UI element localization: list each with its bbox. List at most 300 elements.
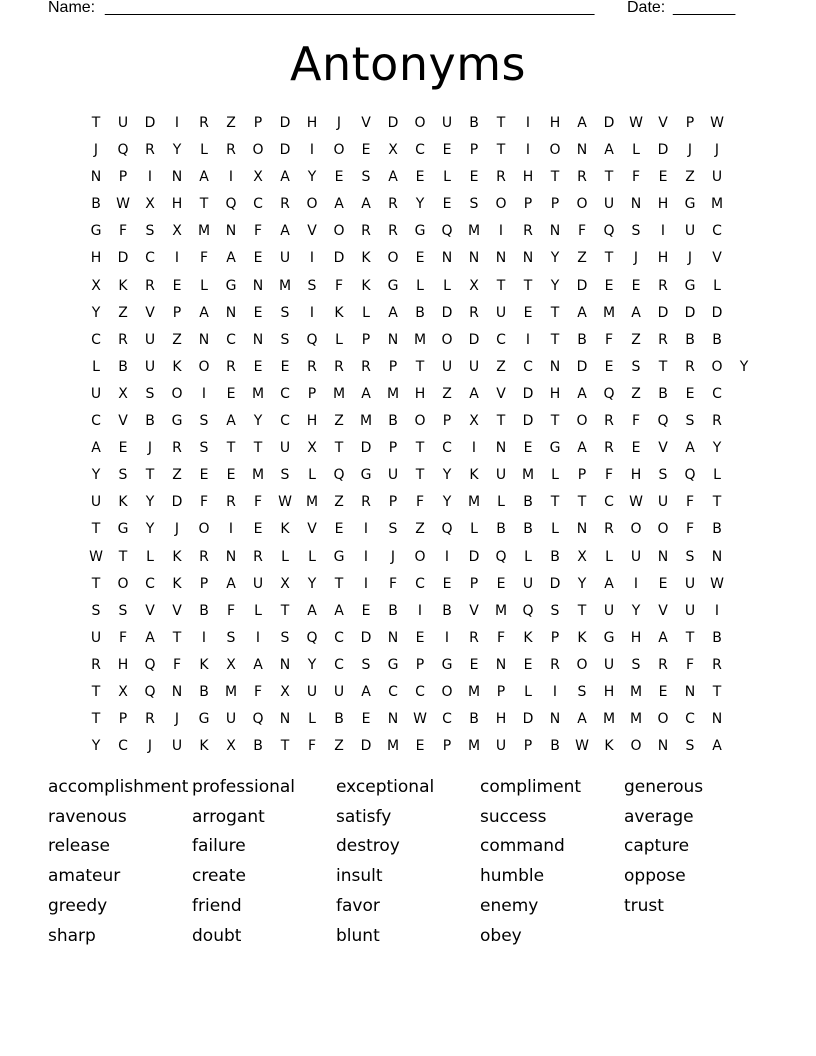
grid-letter: T	[523, 277, 533, 294]
grid-letter: I	[525, 142, 531, 159]
grid-letter: E	[685, 385, 695, 402]
grid-letter: E	[442, 196, 452, 213]
grid-letter: V	[172, 602, 182, 619]
grid-letter: E	[469, 656, 479, 673]
grid-letter: P	[523, 196, 533, 213]
grid-letter: E	[658, 169, 668, 186]
grid-letter: S	[145, 223, 155, 240]
grid-letter: O	[387, 250, 399, 267]
grid-letter: B	[712, 521, 722, 538]
grid-letter: D	[522, 385, 534, 402]
grid-letter: P	[496, 683, 506, 700]
word-list-item: generous	[624, 777, 704, 797]
grid-letter: N	[387, 331, 399, 348]
grid-letter: S	[361, 169, 371, 186]
grid-letter: L	[362, 304, 370, 321]
grid-letter: K	[118, 277, 128, 294]
grid-letter: V	[145, 602, 155, 619]
word-list-item: enemy	[480, 895, 539, 916]
grid-letter: I	[498, 223, 504, 240]
grid-letter: T	[550, 413, 560, 430]
grid-letter: B	[550, 738, 560, 755]
word-list-item: doubt	[192, 925, 242, 946]
grid-letter: V	[469, 602, 479, 619]
grid-letter: G	[684, 277, 696, 294]
grid-letter: A	[334, 602, 344, 619]
grid-letter: Y	[577, 575, 587, 592]
grid-letter: T	[496, 413, 506, 430]
grid-letter: M	[386, 385, 400, 402]
grid-letter: A	[604, 575, 614, 592]
grid-letter: Q	[333, 467, 345, 484]
grid-letter: Y	[91, 467, 101, 484]
grid-letter: S	[550, 602, 560, 619]
grid-letter: D	[144, 115, 156, 131]
grid-letter: E	[415, 250, 425, 267]
grid-letter: P	[388, 494, 398, 511]
word-list-item: accomplishment	[48, 777, 189, 797]
grid-letter: B	[658, 385, 668, 402]
grid-letter: X	[253, 169, 263, 186]
grid-letter: B	[523, 494, 533, 511]
grid-letter: M	[386, 738, 400, 755]
grid-letter: T	[172, 629, 182, 646]
grid-letter: S	[631, 358, 641, 375]
grid-letter: U	[252, 575, 264, 592]
grid-letter: C	[118, 738, 128, 755]
grid-letter: N	[495, 440, 507, 457]
word-list-item: friend	[192, 895, 242, 916]
grid-letter: E	[469, 169, 479, 186]
word-list-item: blunt	[336, 925, 380, 946]
grid-letter: W	[575, 738, 589, 755]
grid-letter: X	[469, 413, 479, 430]
grid-letter: C	[91, 331, 101, 348]
grid-letter: N	[657, 738, 669, 755]
grid-letter: U	[441, 115, 453, 131]
grid-letter: D	[279, 142, 291, 159]
grid-letter: X	[469, 277, 479, 294]
grid-letter: Z	[685, 169, 695, 186]
grid-letter: E	[631, 277, 641, 294]
grid-letter: I	[417, 602, 423, 619]
grid-letter: O	[657, 711, 669, 728]
grid-letter: E	[199, 467, 209, 484]
grid-letter: E	[253, 521, 263, 538]
grid-letter: O	[171, 385, 183, 402]
grid-letter: L	[308, 711, 316, 728]
grid-letter: A	[685, 440, 695, 457]
grid-letter: O	[711, 358, 723, 375]
grid-letter: R	[145, 711, 155, 728]
grid-letter: C	[523, 358, 533, 375]
grid-letter: G	[414, 223, 426, 240]
grid-letter: R	[577, 169, 587, 186]
grid-letter: Z	[334, 494, 344, 511]
grid-letter: L	[146, 548, 154, 565]
word-list-item: greedy	[48, 895, 108, 916]
grid-letter: S	[199, 413, 209, 430]
grid-letter: F	[604, 331, 614, 348]
grid-letter: R	[658, 331, 668, 348]
grid-letter: C	[415, 142, 425, 159]
grid-letter: C	[91, 413, 101, 430]
grid-letter: G	[198, 711, 210, 728]
grid-letter: W	[278, 494, 292, 511]
grid-letter: T	[550, 331, 560, 348]
grid-letter: A	[280, 169, 290, 186]
grid-letter: X	[118, 385, 128, 402]
grid-letter: R	[253, 548, 263, 565]
grid-letter: N	[387, 711, 399, 728]
grid-letter: W	[413, 711, 427, 728]
grid-letter: Z	[118, 304, 128, 321]
grid-letter: P	[199, 575, 209, 592]
grid-letter: E	[523, 440, 533, 457]
grid-letter: M	[629, 683, 643, 700]
grid-letter: F	[496, 629, 506, 646]
grid-letter: R	[199, 115, 209, 131]
grid-letter: F	[631, 169, 641, 186]
grid-letter: F	[172, 656, 182, 673]
date-blank: _______	[673, 0, 736, 16]
grid-letter: A	[631, 304, 641, 321]
grid-letter: Q	[225, 196, 237, 213]
grid-letter: B	[469, 711, 479, 728]
grid-letter: C	[415, 575, 425, 592]
grid-letter: Q	[657, 413, 669, 430]
grid-letter: H	[549, 115, 561, 131]
grid-letter: F	[118, 223, 128, 240]
grid-letter: G	[225, 277, 237, 294]
grid-letter: V	[658, 115, 668, 131]
grid-letter: U	[684, 223, 696, 240]
word-list-item: amateur	[48, 866, 121, 887]
grid-letter: E	[118, 440, 128, 457]
grid-letter: E	[523, 304, 533, 321]
grid-letter: X	[280, 683, 290, 700]
grid-letter: K	[172, 358, 182, 375]
grid-letter: K	[469, 467, 479, 484]
grid-letter: P	[118, 711, 128, 728]
grid-letter: S	[631, 656, 641, 673]
grid-letter: A	[91, 440, 101, 457]
grid-letter: I	[363, 548, 369, 565]
grid-letter: Z	[334, 738, 344, 755]
grid-letter: A	[145, 629, 155, 646]
grid-letter: D	[522, 413, 534, 430]
grid-letter: O	[441, 683, 453, 700]
grid-letter: L	[713, 277, 721, 294]
grid-letter: C	[334, 656, 344, 673]
grid-letter: S	[280, 629, 290, 646]
grid-letter: X	[388, 142, 398, 159]
grid-letter: F	[199, 250, 209, 267]
grid-letter: F	[226, 602, 236, 619]
grid-letter: Y	[307, 656, 317, 673]
grid-letter: Q	[144, 683, 156, 700]
grid-letter: T	[496, 115, 506, 131]
grid-letter: K	[523, 629, 533, 646]
grid-letter: S	[118, 602, 128, 619]
grid-letter: Y	[91, 738, 101, 755]
grid-letter: A	[658, 629, 668, 646]
grid-letter: P	[307, 385, 317, 402]
grid-letter: P	[388, 358, 398, 375]
grid-letter: B	[388, 602, 398, 619]
grid-letter: G	[549, 440, 561, 457]
word-list-item: ravenous	[48, 806, 127, 827]
grid-letter: P	[469, 575, 479, 592]
grid-letter: Y	[145, 494, 155, 511]
name-blank: _______________________________________________________	[105, 0, 595, 16]
grid-letter: O	[252, 142, 264, 159]
grid-letter: E	[604, 277, 614, 294]
grid-letter: Z	[172, 331, 182, 348]
date-label: Date:	[627, 0, 666, 16]
grid-letter: I	[471, 440, 477, 457]
grid-letter: J	[687, 250, 693, 267]
word-list-item: compliment	[480, 777, 582, 797]
word-list-item: professional	[192, 777, 296, 797]
grid-letter: U	[684, 602, 696, 619]
word-list-item: capture	[624, 836, 690, 857]
grid-letter: U	[495, 304, 507, 321]
grid-letter: N	[225, 304, 237, 321]
grid-letter: L	[200, 142, 208, 159]
grid-letter: V	[712, 250, 722, 267]
grid-letter: Z	[172, 467, 182, 484]
word-list-item: destroy	[336, 836, 400, 857]
grid-letter: I	[363, 521, 369, 538]
grid-letter: J	[390, 548, 396, 565]
grid-letter: R	[523, 223, 533, 240]
grid-letter: L	[713, 467, 721, 484]
grid-letter: M	[494, 602, 508, 619]
grid-letter: F	[604, 467, 614, 484]
grid-letter: S	[280, 304, 290, 321]
grid-letter: I	[309, 304, 315, 321]
grid-letter: F	[307, 738, 317, 755]
grid-letter: D	[468, 548, 480, 565]
word-list-item: create	[192, 866, 246, 887]
grid-letter: K	[361, 250, 371, 267]
grid-letter: Q	[306, 331, 318, 348]
grid-letter: W	[710, 115, 724, 131]
grid-letter: E	[658, 683, 668, 700]
grid-letter: L	[524, 548, 532, 565]
grid-letter: H	[603, 683, 615, 700]
grid-letter: Z	[631, 385, 641, 402]
grid-letter: M	[467, 683, 481, 700]
grid-letter: U	[144, 331, 156, 348]
grid-letter: A	[307, 602, 317, 619]
grid-letter: R	[118, 331, 128, 348]
grid-letter: Q	[441, 223, 453, 240]
grid-letter: G	[171, 413, 183, 430]
grid-letter: N	[441, 250, 453, 267]
grid-letter: N	[711, 711, 723, 728]
grid-letter: L	[470, 521, 478, 538]
grid-letter: E	[253, 304, 263, 321]
grid-letter: L	[335, 331, 343, 348]
grid-letter: X	[577, 548, 587, 565]
grid-letter: N	[252, 277, 264, 294]
grid-letter: J	[174, 711, 180, 728]
grid-letter: B	[496, 521, 506, 538]
grid-letter: A	[199, 169, 209, 186]
grid-letter: P	[550, 629, 560, 646]
grid-letter: H	[306, 115, 318, 131]
grid-letter: E	[415, 738, 425, 755]
grid-letter: C	[604, 494, 614, 511]
grid-letter: E	[253, 250, 263, 267]
grid-letter: T	[280, 738, 290, 755]
grid-letter: F	[388, 575, 398, 592]
grid-letter: K	[280, 521, 290, 538]
grid-letter: N	[549, 358, 561, 375]
grid-letter: T	[496, 277, 506, 294]
grid-letter: N	[225, 548, 237, 565]
grid-letter: M	[332, 385, 346, 402]
grid-letter: S	[118, 467, 128, 484]
grid-letter: S	[685, 738, 695, 755]
grid-letter: M	[197, 223, 211, 240]
grid-letter: R	[388, 196, 398, 213]
grid-letter: L	[605, 548, 613, 565]
grid-letter: E	[631, 440, 641, 457]
grid-letter: O	[576, 413, 588, 430]
grid-letter: R	[172, 440, 182, 457]
grid-letter: B	[469, 115, 479, 131]
grid-letter: W	[89, 548, 103, 565]
grid-letter: G	[333, 548, 345, 565]
grid-letter: I	[525, 331, 531, 348]
grid-letter: T	[577, 494, 587, 511]
grid-letter: L	[92, 358, 100, 375]
grid-letter: M	[467, 738, 481, 755]
grid-letter: V	[118, 413, 128, 430]
grid-letter: H	[171, 196, 183, 213]
grid-letter: A	[388, 169, 398, 186]
grid-letter: R	[685, 358, 695, 375]
grid-letter: C	[280, 413, 290, 430]
grid-letter: E	[226, 467, 236, 484]
page-title: Antonyms	[290, 37, 526, 91]
grid-letter: M	[467, 494, 481, 511]
grid-letter: B	[577, 331, 587, 348]
word-list-item: obey	[480, 925, 522, 946]
grid-letter: L	[443, 169, 451, 186]
grid-letter: M	[710, 196, 724, 213]
grid-letter: X	[226, 738, 236, 755]
grid-letter: N	[549, 223, 561, 240]
grid-letter: T	[685, 629, 695, 646]
grid-letter: C	[442, 711, 452, 728]
grid-letter: R	[199, 548, 209, 565]
grid-letter: P	[388, 440, 398, 457]
grid-letter: M	[629, 711, 643, 728]
grid-letter: E	[523, 656, 533, 673]
grid-letter: E	[334, 169, 344, 186]
grid-letter: B	[523, 521, 533, 538]
grid-letter: I	[525, 115, 531, 131]
grid-letter: R	[334, 358, 344, 375]
grid-letter: P	[442, 738, 452, 755]
grid-letter: Z	[496, 358, 506, 375]
grid-letter: H	[657, 196, 669, 213]
grid-letter: N	[225, 223, 237, 240]
grid-letter: T	[550, 169, 560, 186]
grid-letter: C	[145, 250, 155, 267]
grid-letter: H	[549, 385, 561, 402]
grid-letter: R	[712, 656, 722, 673]
grid-letter: G	[603, 629, 615, 646]
grid-letter: D	[603, 115, 615, 131]
grid-letter: O	[198, 521, 210, 538]
grid-letter: T	[658, 358, 668, 375]
grid-letter: N	[387, 629, 399, 646]
grid-letter: N	[495, 656, 507, 673]
grid-letter: G	[387, 656, 399, 673]
grid-letter: Z	[577, 250, 587, 267]
grid-letter: W	[116, 196, 130, 213]
grid-letter: C	[442, 440, 452, 457]
grid-letter: A	[361, 683, 371, 700]
grid-letter: U	[468, 358, 480, 375]
grid-letter: O	[495, 196, 507, 213]
grid-letter: R	[388, 223, 398, 240]
grid-letter: B	[388, 413, 398, 430]
grid-letter: X	[118, 683, 128, 700]
grid-letter: U	[90, 629, 102, 646]
word-list-item: sharp	[48, 925, 96, 946]
grid-letter: R	[550, 656, 560, 673]
grid-letter: A	[712, 738, 722, 755]
grid-letter: K	[577, 629, 587, 646]
word-list-item: command	[480, 836, 565, 857]
grid-letter: T	[280, 602, 290, 619]
grid-letter: N	[90, 169, 102, 186]
grid-letter: J	[93, 142, 99, 159]
grid-letter: V	[307, 223, 317, 240]
grid-letter: D	[657, 304, 669, 321]
grid-letter: J	[336, 115, 342, 131]
word-list-item: oppose	[624, 866, 686, 887]
grid-letter: S	[145, 385, 155, 402]
grid-letter: H	[630, 629, 642, 646]
grid-letter: O	[333, 223, 345, 240]
grid-letter: A	[334, 196, 344, 213]
grid-letter: A	[361, 196, 371, 213]
grid-letter: R	[604, 413, 614, 430]
word-list-item: favor	[336, 895, 380, 916]
word-list-item: success	[480, 806, 547, 827]
grid-letter: U	[603, 602, 615, 619]
grid-letter: P	[118, 169, 128, 186]
grid-letter: M	[305, 494, 319, 511]
grid-letter: D	[711, 304, 723, 321]
grid-letter: A	[577, 115, 587, 131]
grid-letter: I	[255, 629, 261, 646]
grid-letter: S	[469, 196, 479, 213]
grid-letter: N	[576, 521, 588, 538]
grid-letter: Z	[334, 413, 344, 430]
grid-letter: B	[712, 331, 722, 348]
grid-letter: I	[309, 250, 315, 267]
grid-letter: D	[657, 142, 669, 159]
grid-letter: H	[117, 656, 129, 673]
